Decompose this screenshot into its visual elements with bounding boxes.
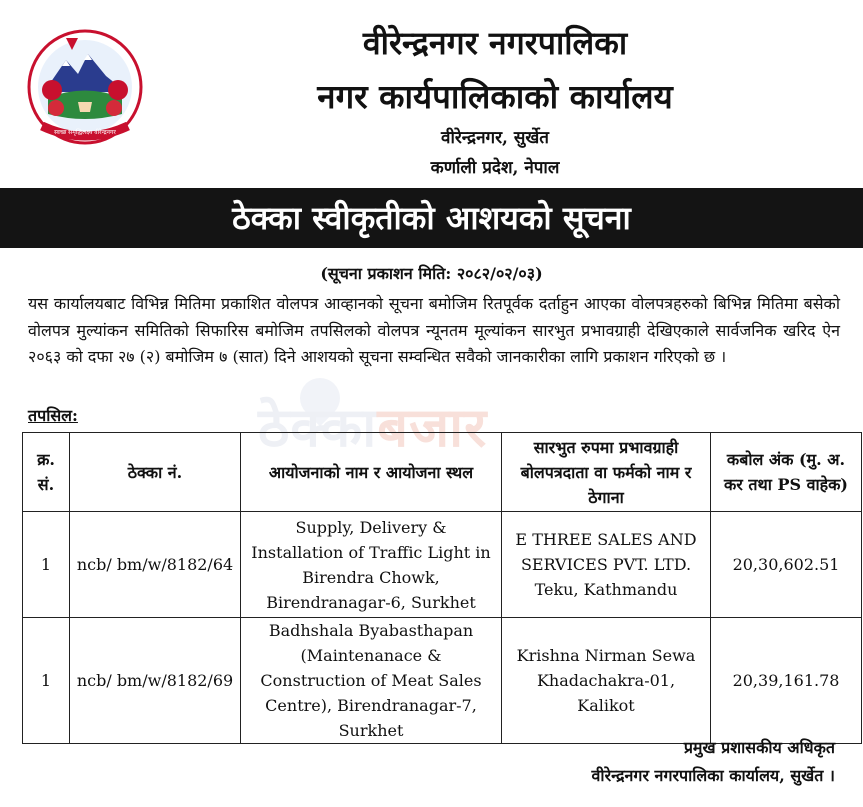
cell-sn: 1	[23, 512, 70, 618]
publish-date: (सूचना प्रकाशन मिति: २०८२/०२/०३)	[320, 264, 543, 283]
office-subtitle: नगर कार्यपालिकाको कार्यालय	[317, 77, 673, 116]
signatory-title: प्रमुख प्रशासकीय अधिकृत	[683, 738, 835, 757]
table-header-row	[23, 433, 862, 512]
signatory-office: वीरेन्द्रनगर नगरपालिका कार्यालय, सुर्खेत ।	[591, 766, 835, 785]
cell-contract: ncb/ bm/w/8182/69	[70, 618, 241, 744]
watermark-part1: ठेक्का	[258, 396, 378, 459]
cell-sn: 1	[23, 618, 70, 744]
contract-table	[22, 432, 862, 744]
cell-amount: 20,30,602.51	[711, 512, 862, 618]
cell-bidder: E THREE SALES AND SERVICES PVT. LTD. Teku, Kathmandu	[502, 512, 711, 618]
cell-contract: ncb/ bm/w/8182/64	[70, 512, 241, 618]
address-city: वीरेन्द्रनगर, सुर्खेत	[441, 128, 549, 148]
municipality-emblem	[26, 28, 144, 146]
watermark-part2: बजार	[377, 396, 488, 459]
col-header-bidder: सारभुत रुपमा प्रभावग्राही बोलपत्रदाता वा फर्मको नाम र ठेगाना	[502, 433, 711, 512]
address-province: कर्णाली प्रदेश, नेपाल	[430, 158, 560, 178]
col-header-contract: ठेक्का नं.	[70, 433, 241, 512]
cell-project: Badhshala Byabasthapan (Maintenanace & Construction of Meat Sales Centre), Birendranagar-7, Surkhet	[241, 618, 502, 744]
col-header-project: आयोजनाको नाम र आयोजना स्थल	[241, 433, 502, 512]
table-row	[23, 618, 862, 744]
col-header-sn: क्र. सं.	[23, 433, 70, 512]
col-header-amount: कबोल अंक (मु. अ. कर तथा PS वाहेक)	[711, 433, 862, 512]
cell-project: Supply, Delivery & Installation of Traffic Light in Birendra Chowk, Birendranagar-6, Surkhet	[241, 512, 502, 618]
cell-amount: 20,39,161.78	[711, 618, 862, 744]
notice-body: यस कार्यालयबाट विभिन्न मितिमा प्रकाशित वोलपत्र आव्हानको सूचना बमोजिम रितपूर्वक दर्ताहुन आएका वोलपत्रहरुको बिभिन्न मितिमा बसेको वोलपत्र मुल्यांकन समितिको सिफारिस बमोजिम तपसिलको वोलपत्र न्यूनतम मूल्यांकन सारभुत प्रभावग्राही देखिएकाले सार्वजनिक खरिद ऐन २०६३ को दफा २७ (२) बमोजिम ७ (सात) दिने आशयको सूचना सम्वन्धित सवैको जानकारीका लागि प्रकाशन गरिएको छ ।	[28, 294, 840, 366]
tapasil-label: तपसिल:	[28, 406, 78, 425]
emblem-motto: स्वच्छ समृद्धिलक्ष्य वीरेन्द्रनगर	[54, 129, 116, 136]
table-row	[23, 512, 862, 618]
office-name: वीरेन्द्रनगर नगरपालिका	[362, 24, 628, 62]
cell-bidder: Krishna Nirman Sewa Khadachakra-01, Kalikot	[502, 618, 711, 744]
notice-title: ठेक्का स्वीकृतीको आशयको सूचना	[0, 188, 863, 248]
